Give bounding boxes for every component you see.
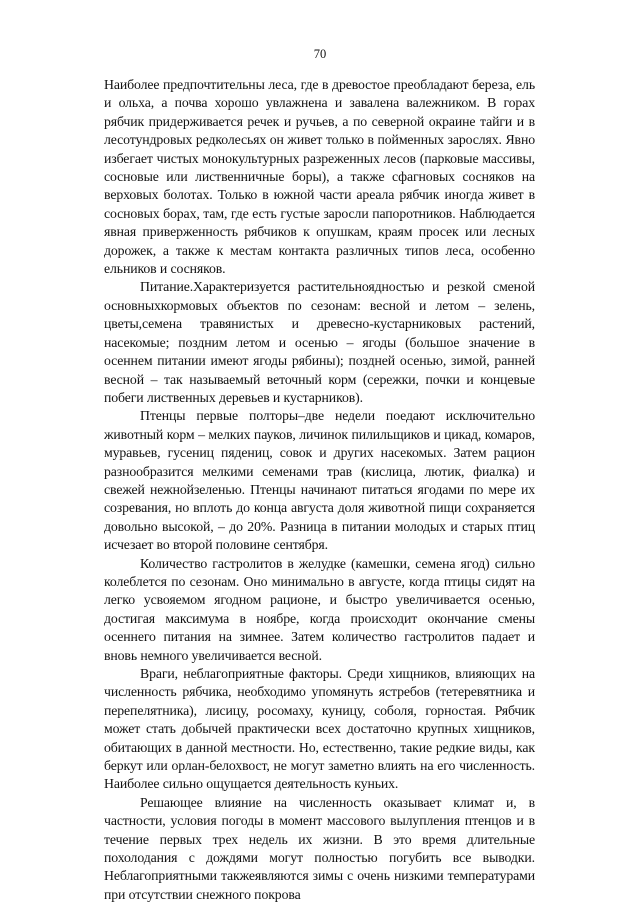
paragraph-climate: Решающее влияние на численность оказывает климат и, в частности, условия погоды в момент массового вылупления птенцов и в течение первых трех недель их жизни. В это время длительные похолодания с дождями могут полностью погубить все выводки. Неблагоприятными такжеявляются зимы с очень низкими температурами при отсутствии снежного покрова <box>104 794 535 902</box>
paragraph-gastroliths: Количество гастролитов в желудке (камешки, семена ягод) сильно колеблется по сезонам. Оно минимально в августе, когда птицы сидят на легко усвояемом ягодном рационе, и быстро увеличивается осенью, достигая максимума в ноябре, когда происходит окончание смены осеннего питания на зимнее. Затем количество гастролитов падает и вновь немного увеличивается весной. <box>104 555 535 663</box>
paragraph-diet: Питание.Характеризуется растительноядностью и резкой сменой основныхкормовых объектов по сезонам: весной и летом – зелень, цветы,семена травянистых и древесно-кустарниковых растений, насекомые; поздним летом и осенью – ягоды (большое значение в осеннем питании имеют ягоды рябины); поздней осенью, зимой, ранней весной – так называемый веточный корм (сережки, почки и концевые побеги лиственных деревьев и кустарников). <box>104 279 535 405</box>
page-number: 70 <box>313 47 327 61</box>
paragraph-enemies: Враги, неблагоприятные факторы. Среди хищников, влияющих на численность рябчика, необходимо упомянуть ястребов (тетеревятника и перепелятника), лисицу, росомаху, куницу, соболя, горностая. Рябчик может стать добычей практически всех достаточно крупных хищников, обитающих в данной местности. Но, естественно, такие редкие виды, как беркут или орлан-белохвост, не могут заметно влиять на его численность. Наиболее сильно ощущается деятельность куньих. <box>104 666 535 792</box>
body-text <box>104 76 535 904</box>
paragraph-chick-diet: Птенцы первые полторы–две недели поедают исключительно животный корм – мелких пауков, личинок пилильщиков и цикад, комаров, муравьев, гусениц пядениц, совок и других насекомых. Затем рацион разнообразится мелкими семенами трав (кислица, лютик, фиалка) и свежей нежнойзеленью. Птенцы начинают питаться ягодами по мере их созревания, но вплоть до конца августа доля животной пищи сохраняется довольно высокой, – до 20%. Разница в питании молодых и старых птиц исчезает во второй половине сентября. <box>104 408 535 553</box>
paragraph-habitat: Наиболее предпочтительны леса, где в древостое преобладают береза, ель и ольха, а почва хорошо увлажнена и завалена валежником. В горах рябчик придерживается речек и ручьев, а по северной окраине тайги и в лесотундровых редколесьях он живет только в пойменных зарослях. Явно избегает чистых монокультурных разреженных лесов (парковые массивы, сосновые или лиственничные боры), а также сфагновых сосняков на верховых болотах. Только в южной части ареала рябчик иногда живет в сосновых борах, там, где есть густые заросли папоротников. Наблюдается явная приверженность рябчиков к опушкам, краям просек или лесных дорожек, а также к местам контакта различных типов леса, особенно ельников и сосняков. <box>104 77 535 277</box>
